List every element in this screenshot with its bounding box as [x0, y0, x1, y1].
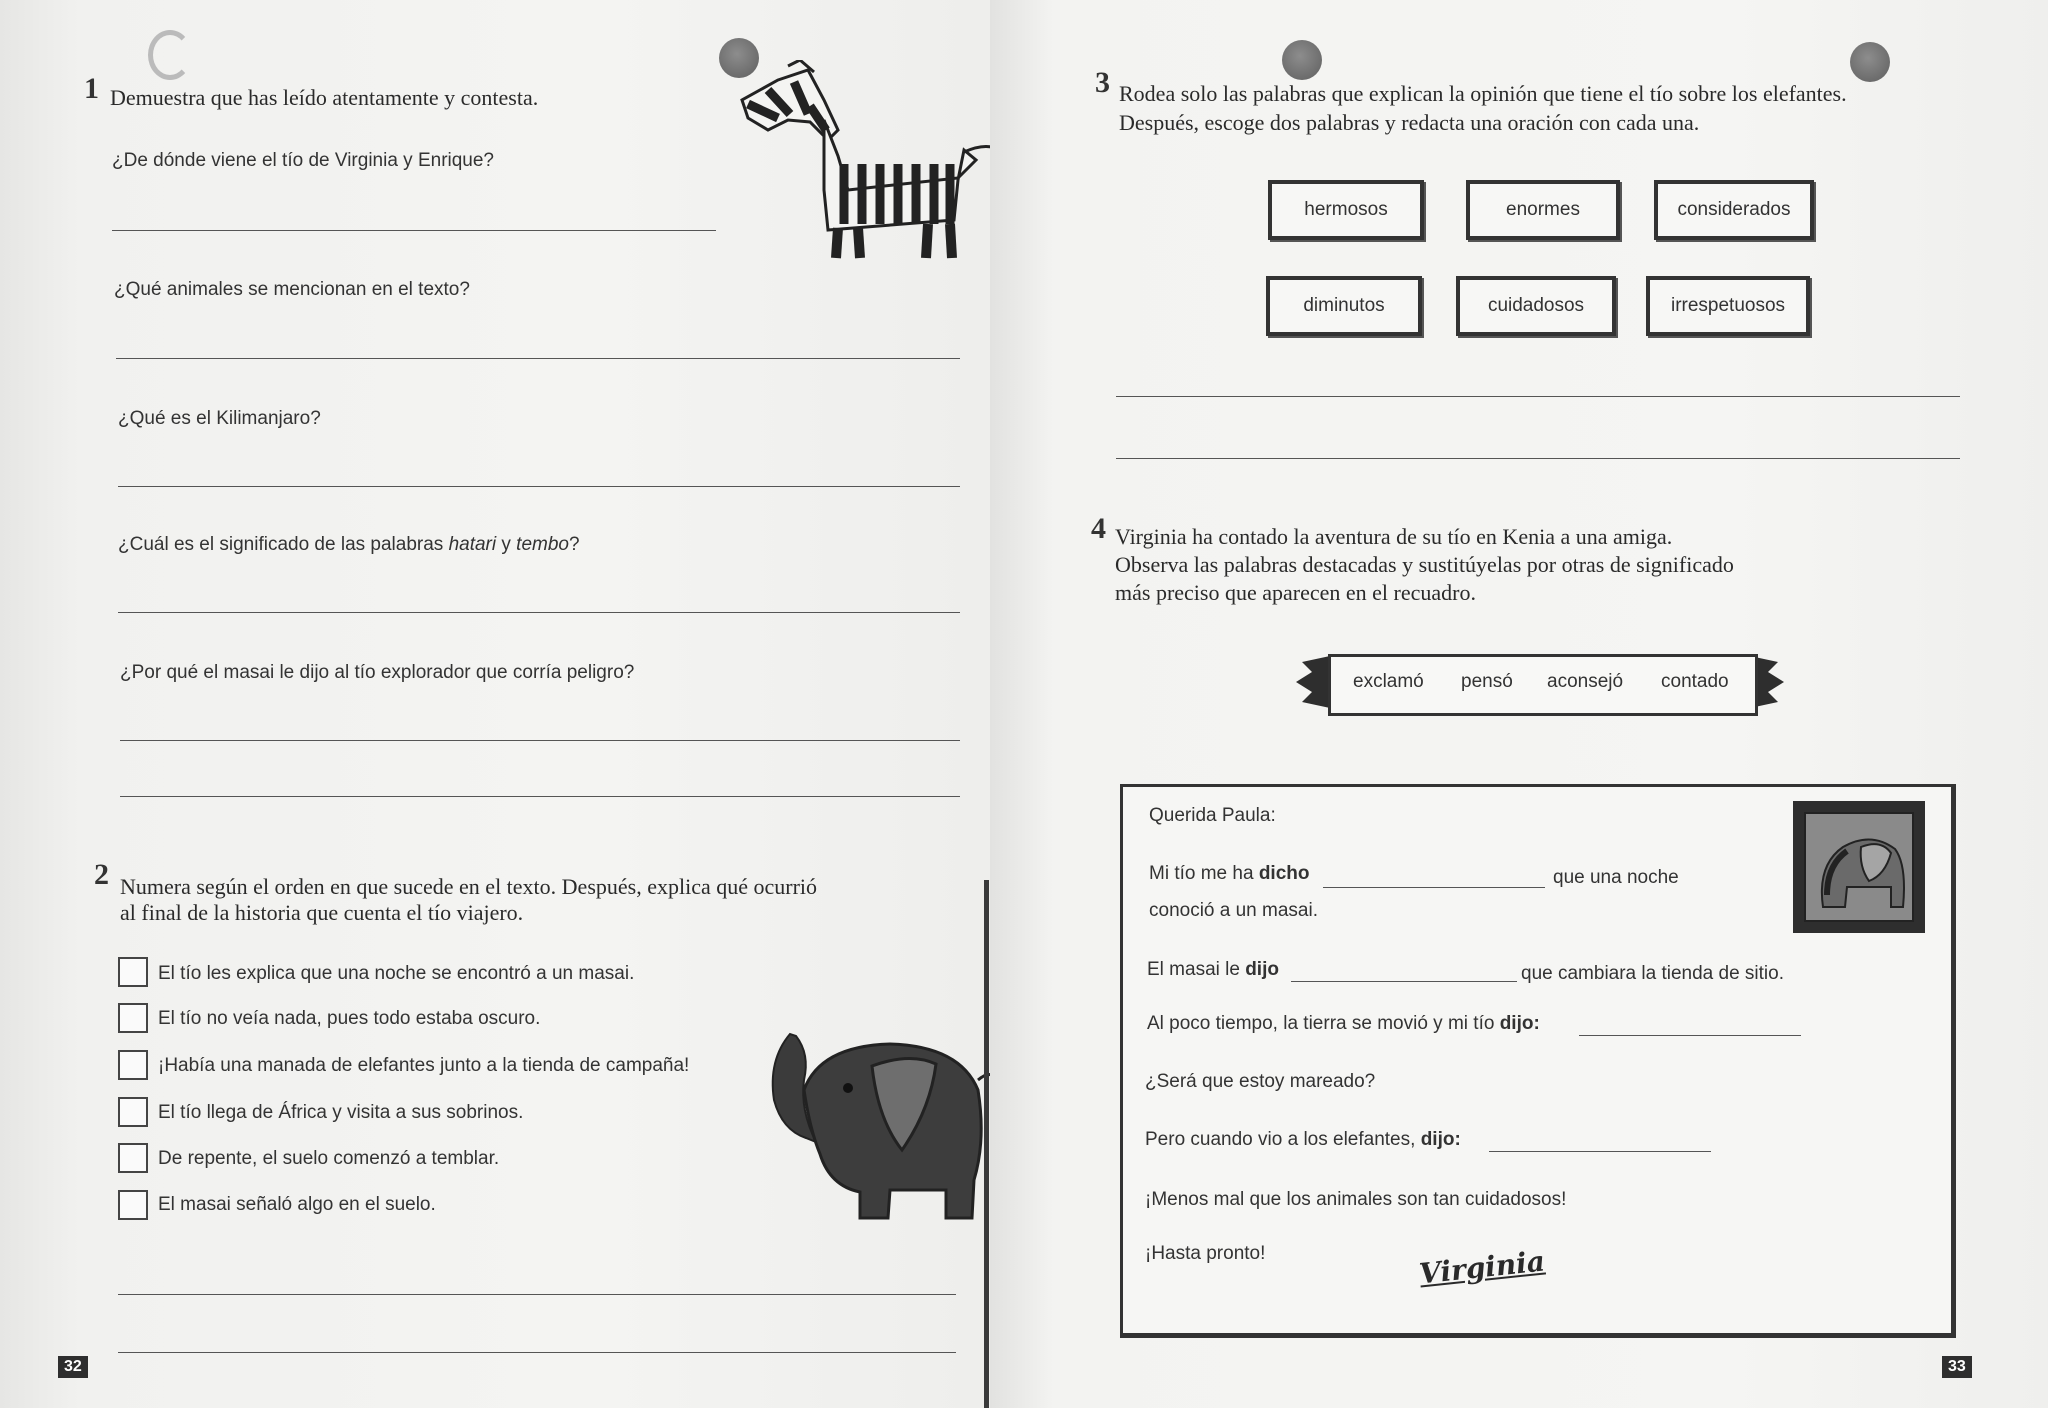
- binder-hole: [1850, 42, 1890, 82]
- order-item-2: El tío no veía nada, pues todo estaba oscuro.: [158, 1008, 541, 1029]
- order-item-1: El tío les explica que una noche se encontró a un masai.: [158, 963, 635, 984]
- letter-blank-2[interactable]: [1291, 981, 1517, 982]
- word-box-considerados[interactable]: considerados: [1654, 180, 1814, 240]
- page-number-left: 32: [58, 1356, 88, 1378]
- exercise-2-title-line2: al final de la historia que cuenta el tío viajero.: [120, 900, 524, 925]
- answer-line-2[interactable]: [116, 358, 960, 359]
- banner-word-exclamo: exclamó: [1353, 671, 1424, 692]
- exercise-2-number: 2: [94, 858, 109, 891]
- word-box-cuidadosos[interactable]: cuidadosos: [1456, 276, 1616, 336]
- exercise-2-title-line1: Numera según el orden en que sucede en el texto. Después, explica qué ocurrió: [120, 874, 818, 899]
- exercise-4-title-line1: Virginia ha contado la aventura de su tío en Kenia a una amiga.: [1115, 524, 1673, 549]
- answer-line-6[interactable]: [118, 1294, 956, 1295]
- order-item-3: ¡Había una manada de elefantes junto a la tienda de campaña!: [158, 1055, 690, 1076]
- answer-line-4[interactable]: [118, 612, 960, 613]
- exercise-4-title-line2: Observa las palabras destacadas y sustitúyelas por otras de significado: [1115, 552, 1734, 577]
- letter-line-3-end: que cambiara la tienda de sitio.: [1521, 963, 1784, 984]
- sentence-line-1[interactable]: [1116, 396, 1960, 397]
- page-number-right: 33: [1942, 1356, 1972, 1378]
- letter-line-1-end: que una noche: [1553, 867, 1679, 888]
- order-checkbox-4[interactable]: [118, 1097, 148, 1127]
- answer-line-7[interactable]: [118, 1352, 956, 1353]
- banner-word-contado: contado: [1661, 671, 1729, 692]
- order-item-5: De repente, el suelo comenzó a temblar.: [158, 1148, 500, 1169]
- letter-line-3: El masai le dijo: [1147, 959, 1279, 980]
- letter-blank-3[interactable]: [1579, 1035, 1801, 1036]
- exercise-3-title-line2: Después, escoge dos palabras y redacta una oración con cada una.: [1119, 110, 1700, 135]
- letter-line-7: ¡Menos mal que los animales son tan cuidadosos!: [1145, 1189, 1567, 1210]
- letter-line-4: Al poco tiempo, la tierra se movió y mi tío dijo:: [1147, 1013, 1540, 1034]
- question-3: ¿Qué es el Kilimanjaro?: [118, 408, 321, 429]
- word-box-diminutos[interactable]: diminutos: [1266, 276, 1422, 336]
- letter-blank-4[interactable]: [1489, 1151, 1711, 1152]
- left-page: [0, 0, 990, 1408]
- order-item-4: El tío llega de África y visita a sus sobrinos.: [158, 1102, 524, 1123]
- answer-line-5a[interactable]: [120, 740, 960, 741]
- order-checkbox-6[interactable]: [118, 1190, 148, 1220]
- banner-left-end-icon: [1294, 652, 1330, 712]
- letter-line-2: conoció a un masai.: [1149, 900, 1318, 921]
- letter-signature: Virginia: [1417, 1244, 1547, 1291]
- banner-word-penso: pensó: [1461, 671, 1513, 692]
- letter-closing: ¡Hasta pronto!: [1145, 1243, 1266, 1264]
- binder-hole: [1282, 40, 1322, 80]
- word-box-irrespetuosos[interactable]: irrespetuosos: [1646, 276, 1810, 336]
- elephant-stamp-icon: [1787, 795, 1931, 939]
- zebra-icon: [728, 60, 1004, 262]
- letter-greeting: Querida Paula:: [1149, 805, 1276, 826]
- letter-line-6: Pero cuando vio a los elefantes, dijo:: [1145, 1129, 1461, 1150]
- exercise-4-title-line3: más preciso que aparecen en el recuadro.: [1115, 580, 1476, 605]
- answer-line-1[interactable]: [112, 230, 716, 231]
- question-1: ¿De dónde viene el tío de Virginia y Enrique?: [112, 150, 495, 171]
- exercise-3-title-line1: Rodea solo las palabras que explican la opinión que tiene el tío sobre los elefantes.: [1119, 81, 1847, 106]
- order-checkbox-1[interactable]: [118, 957, 148, 987]
- exercise-1-title: Demuestra que has leído atentamente y contesta.: [110, 85, 539, 110]
- banner-word-aconsejo: aconsejó: [1547, 671, 1624, 692]
- question-2: ¿Qué animales se mencionan en el texto?: [114, 279, 470, 300]
- exercise-3-number: 3: [1095, 66, 1110, 99]
- punch-mark: [148, 30, 192, 80]
- elephant-icon: [760, 1030, 996, 1222]
- question-5: ¿Por qué el masai le dijo al tío explorador que corría peligro?: [120, 662, 635, 683]
- order-item-6: El masai señaló algo en el suelo.: [158, 1194, 436, 1215]
- question-4: ¿Cuál es el significado de las palabras hatari y tembo?: [118, 534, 580, 555]
- sentence-line-2[interactable]: [1116, 458, 1960, 459]
- word-box-enormes[interactable]: enormes: [1466, 180, 1620, 240]
- letter-box: [1120, 784, 1956, 1338]
- answer-line-5b[interactable]: [120, 796, 960, 797]
- letter-line-5: ¿Será que estoy mareado?: [1145, 1071, 1376, 1092]
- word-banner: [1328, 654, 1758, 716]
- exercise-1-number: 1: [84, 72, 99, 105]
- answer-line-3[interactable]: [118, 486, 960, 487]
- order-checkbox-2[interactable]: [118, 1003, 148, 1033]
- book-spine: [984, 880, 989, 1408]
- order-checkbox-5[interactable]: [118, 1143, 148, 1173]
- letter-blank-1[interactable]: [1323, 887, 1545, 888]
- exercise-4-number: 4: [1091, 512, 1106, 545]
- letter-line-1: Mi tío me ha dicho: [1149, 863, 1310, 884]
- word-box-hermosos[interactable]: hermosos: [1268, 180, 1424, 240]
- order-checkbox-3[interactable]: [118, 1050, 148, 1080]
